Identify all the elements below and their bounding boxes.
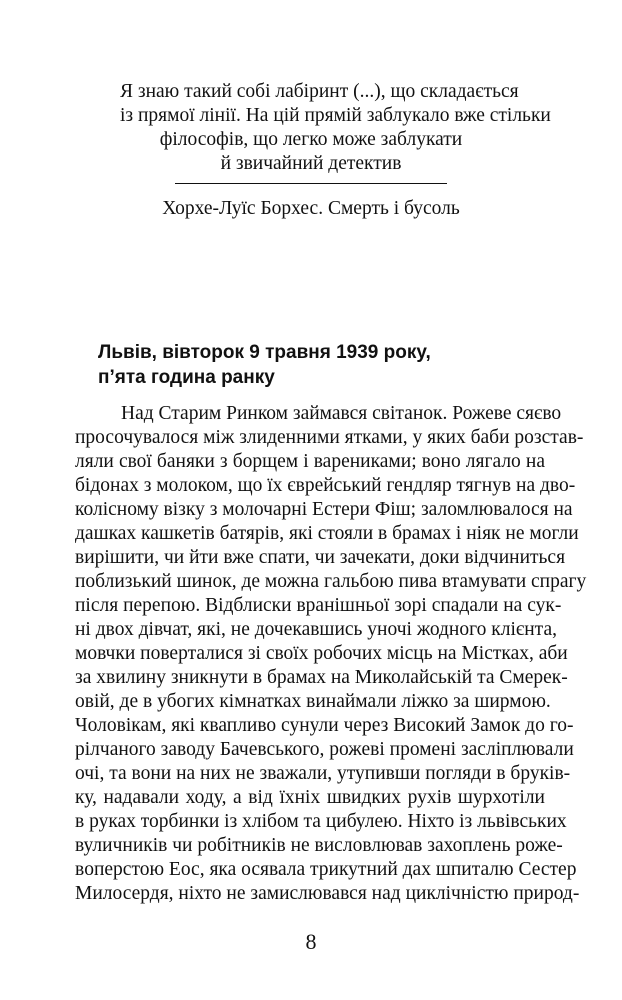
body-line: рілчаного заводу Бачевського, рожеві промені засліплювали bbox=[75, 739, 574, 760]
body-line: поблизький шинок, де можна гальбою пива втамувати спрагу bbox=[75, 571, 587, 592]
body-line: Над Старим Ринком займався світанок. Рожеве сяєво bbox=[121, 403, 562, 424]
body-line: в руках торбинки із хлібом та цибулею. Ніхто із львівських bbox=[75, 811, 567, 832]
body-line: Милосердя, ніхто не замислювався над циклічністю природ- bbox=[75, 883, 580, 904]
body-line: просочувалося між злиденними ятками, у яких баби розстав- bbox=[75, 427, 584, 448]
body-line: вoперстою Еос, яка осявала трикутний дах шпиталю Сестер bbox=[75, 859, 577, 880]
page-number: 8 bbox=[305, 929, 317, 954]
epigraph-line: із прямої лінії. На цій прямій заблукало вже стільки bbox=[120, 105, 551, 126]
epigraph-line: й звичайний детектив bbox=[220, 153, 402, 174]
chapter-heading-line: п’ята година ранку bbox=[98, 367, 275, 388]
body-line: дашках кашкетів батярів, які стояли в брамах і ніяк не могли bbox=[75, 523, 579, 544]
epigraph-line: філософів, що легко може заблукати bbox=[159, 129, 463, 150]
body-line: Чоловікам, які квапливо сунули через Високий Замок до го- bbox=[75, 715, 574, 736]
body-line: після перепою. Відблиски вранішньої зорі спадали на сук- bbox=[75, 595, 562, 616]
body-paragraph bbox=[75, 402, 587, 906]
epigraph-divider bbox=[175, 183, 447, 184]
body-line: колісному візку з молочарні Естери Фіш; заломлювалося на bbox=[75, 499, 573, 520]
body-line: ляли свої баняки з борщем і варениками; воно лягало на bbox=[75, 451, 545, 472]
epigraph bbox=[120, 80, 551, 176]
body-line: ку, надавали ходу, а від їхніх швидких рухів шурхотіли bbox=[75, 787, 545, 808]
body-line: бідонах з молоком, що їх єврейський гендляр тягнув на дво- bbox=[75, 475, 576, 496]
epigraph-line: Я знаю такий собі лабіринт (...), що складається bbox=[120, 81, 519, 102]
epigraph-attribution: Хорхе-Луїс Борхес. Смерть і бусоль bbox=[162, 198, 460, 219]
chapter-heading-line: Львів, вівторок 9 травня 1939 року, bbox=[98, 342, 431, 363]
body-line: вуличників чи робітників не висловлював захоплень роже- bbox=[75, 835, 563, 856]
body-line: за хвилину зникнути в брамах на Миколайській та Смерек- bbox=[75, 667, 568, 688]
chapter-heading bbox=[98, 340, 431, 390]
body-line: очі, та вони на них не зважали, утупивши погляди в бруків- bbox=[75, 763, 571, 784]
body-line: овій, де в убогих кімнатках винаймали ліжко за ширмою. bbox=[75, 691, 551, 712]
body-line: ні двох дівчат, які, не дочекавшись уночі жодного клієнта, bbox=[75, 619, 557, 640]
body-line: вирішити, чи йти вже спати, чи зачекати, доки відчиниться bbox=[75, 547, 566, 568]
body-line: мовчки поверталися зі своїх робочих місць на Містках, аби bbox=[75, 643, 568, 664]
